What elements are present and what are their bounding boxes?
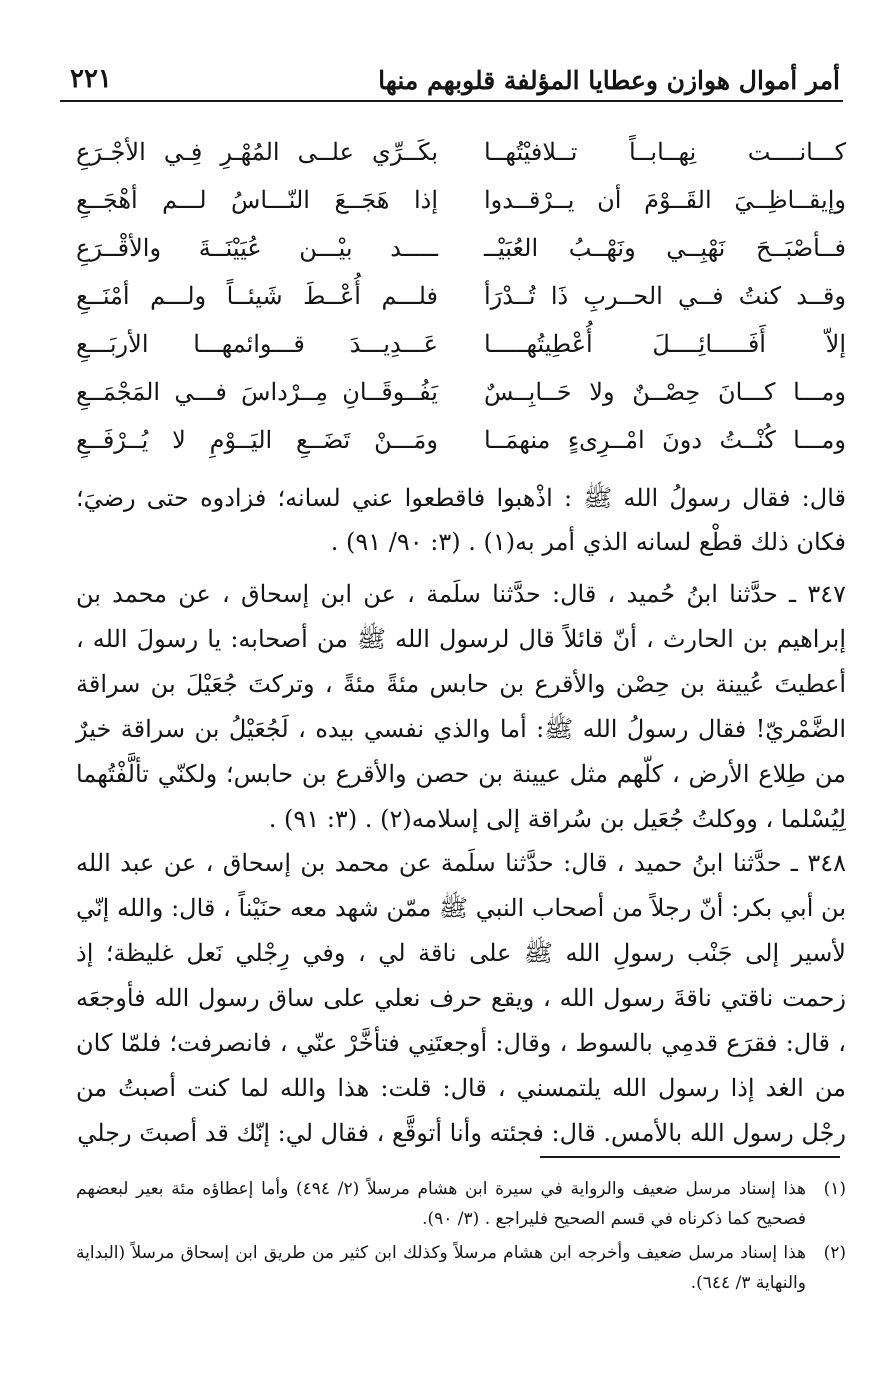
prose-paragraph-intro: قال: فقال رسولُ الله ﷺ : اذْهبوا فاقطعوا عني لسانه؛ فزادوه حتى رضيَ؛ فكان ذلك قطْع لسانه الذي أمر به(١) . (٣: ٩٠/ ٩١) .	[76, 484, 846, 556]
running-title: أمر أموال هوازن وعطايا المؤلفة قلوبهم منها	[378, 66, 840, 95]
poem-verse	[76, 128, 846, 176]
hadith-348-paragraph: ٣٤٨ ـ حدَّثنا ابنُ حميد ، قال: حدَّثنا سلَمة عن محمد بن إسحاق ، عن عبد الله بن أبي بكر: أنّ رجلاً من أصحاب النبي ﷺ ممّن شهد معه حنَيْناً ، قال: والله إنّي لأسير إلى جَنْب رسولِ الله ﷺ على ناقة لي ، وفي رِجْلي نَعل غليظة؛ إذ زحمت ناقتي ناقةَ رسول الله ، ويقع حرف نعلي على ساق رسول الله فأوجعَه ، قال: فقرَع قدمِي بالسوط ، وقال: أوجعتَنِي فتأخَّرْ عنّي ، فانصرفت؛ فلمّا كان من الغد إذا رسول الله يلتمسني ، قال: قلت: هذا والله لما كنت أصبتُ من رجْل رسول الله بالأمس. قال: فجئته وأنا أتوقَّع ، فقال لي: إنّك قد أصبتَ رجلي	[76, 849, 846, 1147]
verse-first-hemistich: ومـــا كُنْــتُ دونَ امْــرِىءٍ منهمَــا	[484, 426, 846, 454]
footnote-number: (١)	[823, 1179, 846, 1199]
header-rule	[60, 100, 843, 102]
verse-first-hemistich: فــأصْبَــحَ نَهْبِــي ونَهْــبُ العُبَيْــ	[484, 234, 846, 262]
footnote-text: هذا إسناد مرسل ضعيف والرواية في سيرة ابن هشام مرسلاً (٢/ ٤٩٤) وأما إعطاؤه مئة بعير لبعضهم فصحيح كما ذكرناه في قسم الصحيح فليراجع . (٣/ ٩٠).	[76, 1179, 806, 1229]
footnote-number: (٢)	[823, 1243, 846, 1263]
hadith-347-paragraph: ٣٤٧ ـ حدَّثنا ابنُ حُميد ، قال: حدَّثنا سلَمة ، عن ابن إسحاق ، عن محمد بن إبراهيم بن الحارث ، أنّ قائلاً قال لرسول الله ﷺ من أصحابه: يا رسولَ الله ، أعطيتَ عُيينة بن حِصْن والأقرع بن حابس مئةً مئةً ، وتركتَ جُعَيْلَ بن سراقة الضَّمْريّ! فقال رسولُ الله ﷺ: أما والذي نفسي بيده ، لَجُعَيْلُ بن سراقة خيرٌ من طِلاع الأرض ، كلّهم مثل عيينة بن حصن والأقرع بن حابس؛ ولكنّي تألَّفْتُهما لِيُسْلما ، ووكلتُ جُعَيل بن سُراقة إلى إسلامه(٢) . (٣: ٩١) .	[76, 580, 847, 833]
footnote	[76, 1174, 846, 1234]
footnote-text: هذا إسناد مرسل ضعيف وأخرجه ابن هشام مرسلاً وكذلك ابن كثير من طريق ابن إسحاق مرسلاً (البداية والنهاية ٣/ ٦٤٤).	[76, 1243, 806, 1293]
poem-verse	[76, 272, 846, 320]
poem-verse	[76, 416, 846, 464]
poem	[76, 128, 846, 464]
poem-verse	[76, 224, 846, 272]
verse-second-hemistich: بكَــرِّي علــى المُهْـرِ فِـي الأجْـرَعِ	[76, 138, 438, 166]
footnote	[76, 1238, 846, 1298]
verse-second-hemistich: عَـــدِيـــدَ قـــوائمهـــا الأربَـــعِ	[76, 330, 438, 358]
verse-second-hemistich: فلـــم أُعْــطَ شَيئــاً ولـــم أمْنَــعِ	[76, 282, 438, 310]
poem-verse	[76, 320, 846, 368]
page-number: ٢٢١	[70, 64, 112, 94]
page-header	[70, 58, 840, 102]
verse-first-hemistich: وقــد كنتُ فــي الحــربِ ذَا تُــدْرَأ	[484, 282, 846, 310]
poem-verse	[76, 368, 846, 416]
verse-second-hemistich: ـــــد بيْـــن عُيَيْنَــةَ والأقْــرَعِ	[76, 234, 438, 262]
verse-first-hemistich: ومـــا كـــانَ حِصْــنٌ ولا حَــابِــسٌ	[484, 378, 846, 406]
verse-second-hemistich: إذا هَجَــعَ النّـــاسُ لـــم أهْجَــعِ	[76, 186, 438, 214]
verse-second-hemistich: يَفُــوقَــانِ مِــرْداسَ فـــي المَجْمَــعِ	[76, 378, 438, 406]
poem-verse	[76, 176, 846, 224]
verse-first-hemistich: وإيقــاظِــيَ القَــوْمَ أن يــرْقــدوا	[484, 186, 846, 214]
footnotes	[76, 1174, 846, 1302]
footnote-rule	[540, 1156, 840, 1158]
verse-second-hemistich: ومَـــنْ تَضَــعِ اليَــوْمِ لا يُــرْفَــعِ	[76, 426, 438, 454]
verse-first-hemistich: كـــانــــت نِهــابــاً تــلافيْتُهــا	[484, 138, 846, 166]
verse-first-hemistich: إلاّ أَفَـــــائِــــلَ أُعْطِيتُهـــــا	[484, 330, 846, 358]
